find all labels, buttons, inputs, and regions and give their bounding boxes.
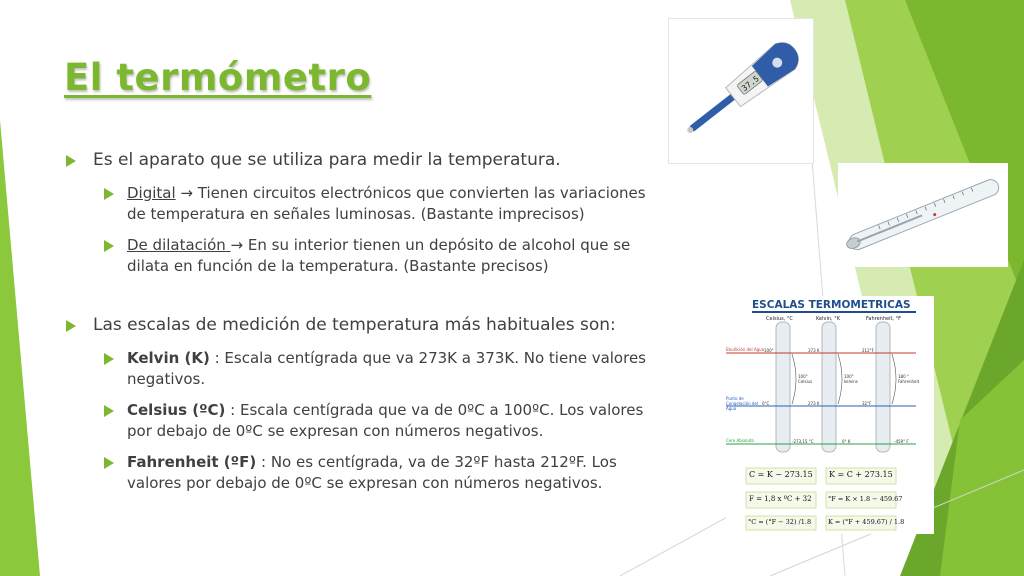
sub-bullet-dilatacion: De dilatación → En su interior tienen un depósito de alcohol que se dilata en función de la temperatura. (Bastante precisos)	[66, 235, 656, 277]
row-boiling: Ebullición del Agua	[726, 347, 765, 352]
kelvin-zero: 0° K	[842, 439, 851, 444]
svg-text:37.5: 37.5	[740, 74, 761, 94]
kelvin-freezing: 273 K	[808, 401, 820, 406]
row-freezing: Punto de Congelación del Agua	[726, 396, 759, 411]
celsius-boiling: 100°	[764, 348, 774, 353]
celsius-zero: -273,15 °C	[792, 439, 814, 444]
term-dilatacion: De dilatación	[127, 236, 231, 254]
scales-title: ESCALAS TERMOMETRICAS	[752, 299, 911, 311]
bullet-arrow-icon	[66, 320, 76, 332]
fahrenheit-zero: -459° F	[894, 439, 909, 444]
column-fahrenheit: Fahrenheit, °F	[866, 316, 901, 322]
bullet-arrow-icon	[104, 405, 114, 417]
glass-thermometer-image	[838, 163, 1008, 267]
formula-f-from-k: °F = K × 1.8 − 459.67	[828, 495, 903, 503]
kelvin-boiling: 373 K	[808, 348, 820, 353]
thermometric-scales-image	[726, 296, 934, 534]
term-digital: Digital	[127, 184, 176, 202]
bullet-arrow-icon	[66, 155, 76, 167]
row-absolute-zero: Cero Absoluto	[726, 438, 754, 443]
bullet-arrow-icon	[104, 353, 114, 365]
slide-content	[66, 150, 656, 504]
bullet-arrow-icon	[104, 240, 114, 252]
term-celsius: Celsius (ºC)	[127, 401, 226, 419]
term-fahrenheit: Fahrenheit (ºF)	[127, 453, 257, 471]
fahrenheit-boiling: 212°F	[862, 348, 874, 353]
formula-f-from-c: F = 1,8 x ºC + 32	[749, 495, 812, 503]
formula-k-from-c: K = C + 273.15	[829, 470, 893, 479]
span-fahrenheit: 180 ° Fahrenheit	[898, 374, 920, 384]
bullet-arrow-icon	[104, 457, 114, 469]
sub-bullet-fahrenheit: Fahrenheit (ºF) : No es centígrada, va de 32ºF hasta 212ºF. Los valores por debajo de 0ºC se expresan con números negativos.	[66, 452, 656, 494]
celsius-freezing: 0°C	[762, 401, 770, 406]
column-celsius: Celsius, °C	[766, 316, 793, 322]
bullet-arrow-icon	[104, 188, 114, 200]
bullet-scales: Las escalas de medición de temperatura más habituales son:	[66, 315, 656, 336]
formula-c-from-f: °C = (°F − 32) /1.8	[748, 518, 812, 526]
sub-bullet-celsius: Celsius (ºC) : Escala centígrada que va de 0ºC a 100ºC. Los valores por debajo de 0ºC se expresan con números negativos.	[66, 400, 656, 442]
formula-k-from-f: K = (°F + 459.67) / 1.8	[828, 518, 905, 526]
digital-thermometer-image	[668, 18, 814, 164]
sub-bullet-kelvin: Kelvin (K) : Escala centígrada que va 273K a 373K. No tiene valores negativos.	[66, 348, 656, 390]
column-kelvin: Kelvin, °K	[816, 316, 840, 322]
span-kelvin: 100° kelvins	[844, 374, 858, 384]
bullet-apparatus: Es el aparato que se utiliza para medir la temperatura.	[66, 150, 656, 171]
span-celsius: 100° Celsius	[798, 374, 813, 384]
term-kelvin: Kelvin (K)	[127, 349, 210, 367]
fahrenheit-freezing: 32°F	[862, 401, 872, 406]
sub-bullet-digital: Digital → Tienen circuitos electrónicos que convierten las variaciones de temperatura en señales luminosas. (Bastante imprecisos)	[66, 183, 656, 225]
slide-title: El termómetro	[64, 56, 372, 99]
formula-c-from-k: C = K − 273.15	[749, 470, 813, 479]
